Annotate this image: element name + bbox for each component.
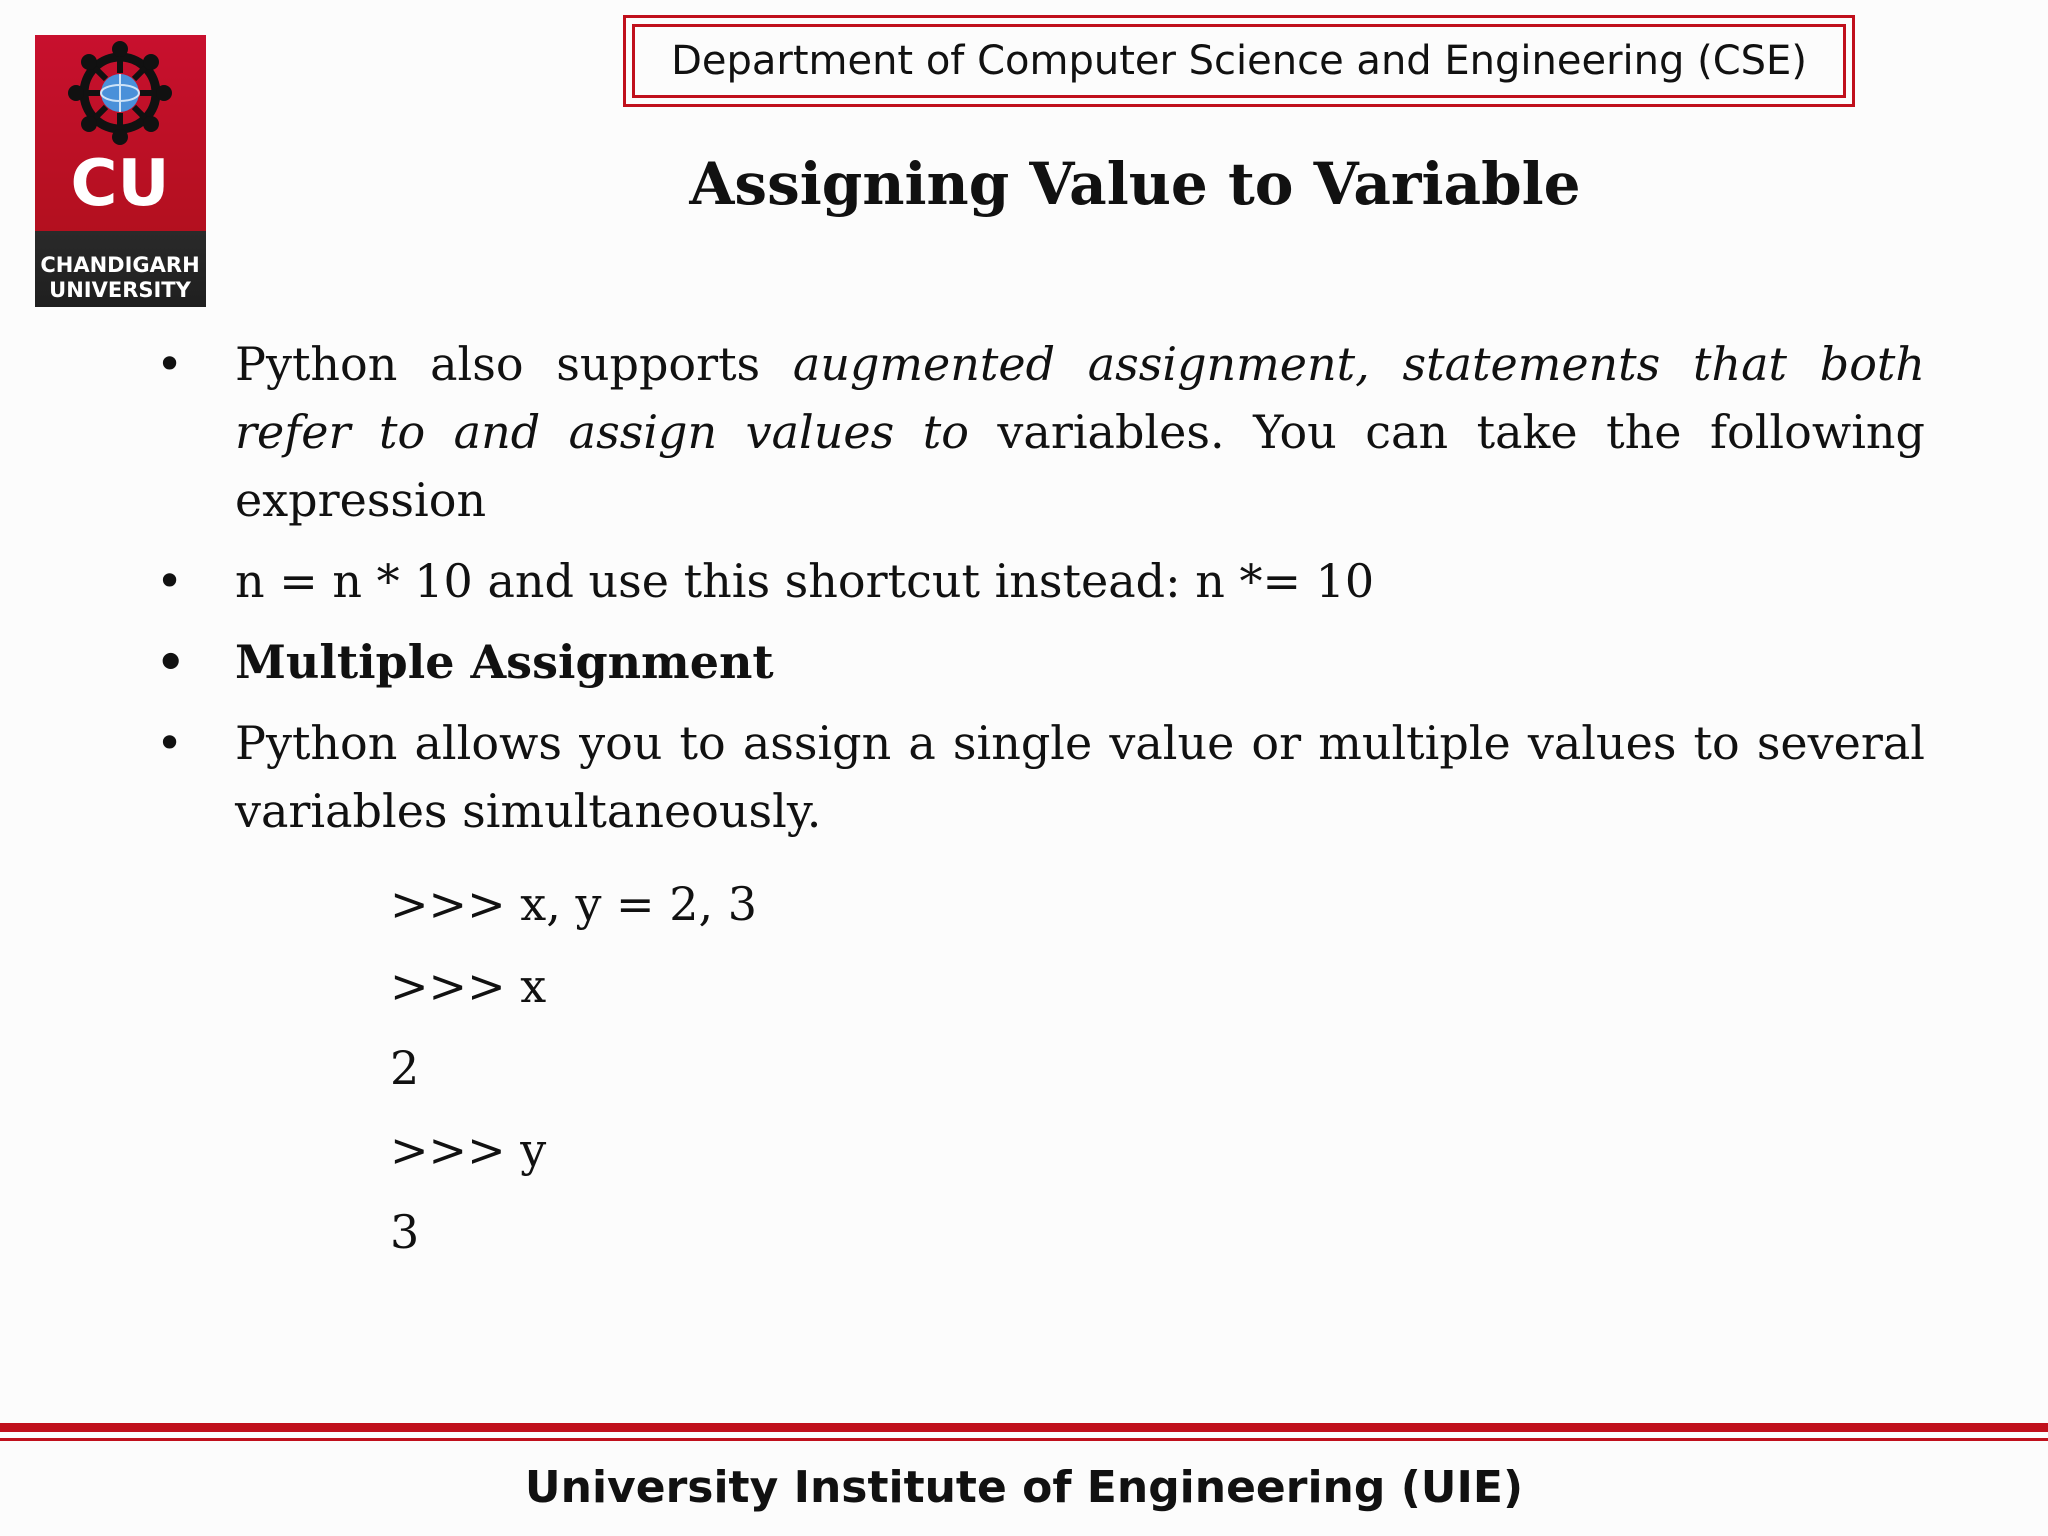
logo-text-line1: CHANDIGARH [40, 253, 200, 277]
footer-institute-name: University Institute of Engineering (UIE) [524, 1462, 1524, 1513]
bullet-list [150, 330, 1925, 845]
globe-emblem-icon [68, 41, 172, 145]
code-line: 3 [390, 1205, 420, 1259]
logo-text-line2: UNIVERSITY [49, 278, 191, 302]
bullet1-text-end: variables. You can take the following expression [235, 405, 1925, 527]
department-name: Department of Computer Science and Engineering (CSE) [632, 24, 1846, 98]
code-line: >>> y [390, 1123, 547, 1177]
bullet-multiple-assignment-heading: • Multiple Assignment [150, 628, 1925, 696]
department-banner [623, 15, 1855, 107]
code-line: 2 [390, 1041, 420, 1095]
bullet-augmented-assignment [150, 330, 1925, 534]
code-example [390, 870, 757, 1280]
chandigarh-university-logo [35, 35, 206, 307]
bullet1-text-start: Python also supports [235, 337, 793, 391]
code-line: >>> x, y = 2, 3 [390, 877, 757, 931]
bullet1-italic-text: augmented assignment, statements that both refer to and assign values to [235, 337, 1925, 459]
footer-divider-thick [0, 1423, 2048, 1432]
footer-divider-thin [0, 1438, 2048, 1441]
code-line: >>> x [390, 959, 547, 1013]
slide-title: Assigning Value to Variable [689, 150, 1581, 218]
bullet-shortcut-example: • n = n * 10 and use this shortcut instead: n *= 10 [150, 547, 1925, 615]
bullet-multiple-assignment-description: • Python allows you to assign a single value or multiple values to several variables simultaneously. [150, 709, 1925, 845]
logo-monogram: CU [70, 147, 170, 221]
